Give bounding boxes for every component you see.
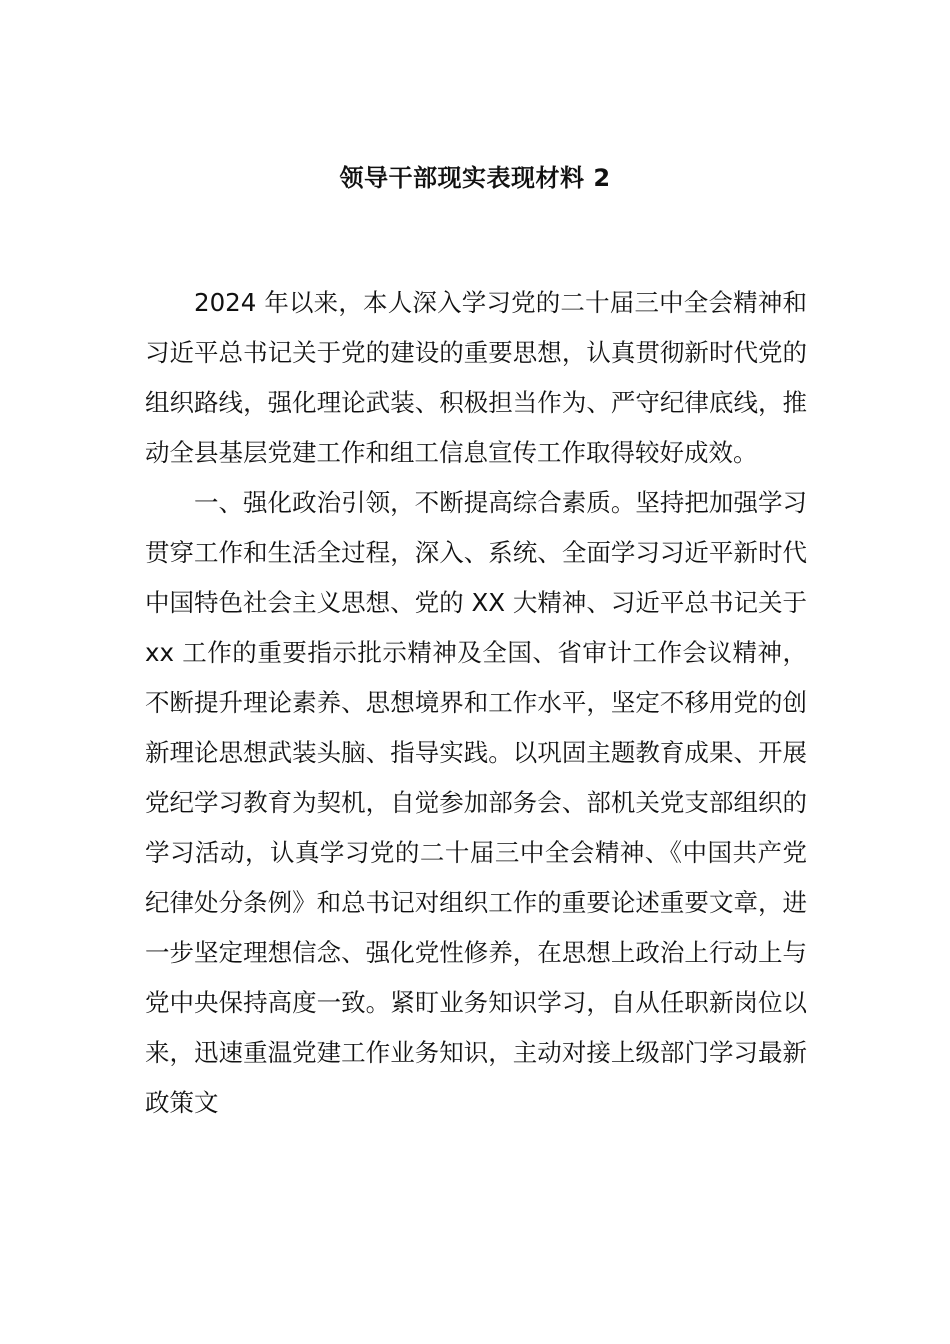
document-body [145,278,807,1128]
paragraph-intro: 2024 年以来，本人深入学习党的二十届三中全会精神和习近平总书记关于党的建设的重要思想，认真贯彻新时代党的组织路线，强化理论武装、积极担当作为、严守纪律底线，推动全县基层党建工作和组工信息宣传工作取得较好成效。 [145,288,807,467]
paragraph-section-1: 一、强化政治引领，不断提高综合素质。坚持把加强学习贯穿工作和生活全过程，深入、系统、全面学习习近平新时代中国特色社会主义思想、党的 XX 大精神、习近平总书记关于 xx 工作的重要指示批示精神及全国、省审计工作会议精神，不断提升理论素养、思想境界和工作水平，坚定不移用党的创新理论思想武装头脑、指导实践。以巩固主题教育成果、开展党纪学习教育为契机，自觉参加部务会、部机关党支部组织的学习活动，认真学习党的二十届三中全会精神、《中国共产党纪律处分条例》和总书记对组织工作的重要论述重要文章，进一步坚定理想信念、强化党性修养，在思想上政治上行动上与党中央保持高度一致。紧盯业务知识学习，自从任职新岗位以来，迅速重温党建工作业务知识，主动对接上级部门学习最新政策文 [145,488,807,1117]
document-title: 领导干部现实表现材料 2 [339,164,611,192]
